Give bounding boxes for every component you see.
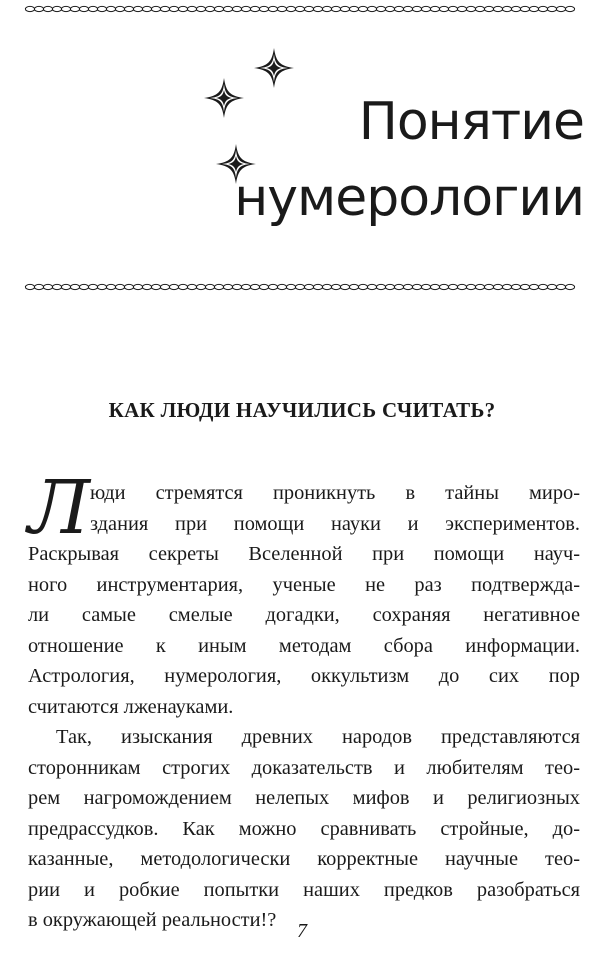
ornament-link [295,284,304,289]
ornament-link [43,284,52,289]
text-line: Так, изыскания древних народов представляются [56,726,580,748]
ornament-link [502,6,511,11]
ornament-link [565,6,574,11]
ornament-link [124,284,133,289]
ornament-link [277,6,286,11]
ornament-link [502,284,511,289]
ornament-link [430,6,439,11]
ornament-link [151,6,160,11]
ornament-link [493,284,502,289]
text-line: считаются лженауками. [28,695,234,718]
ornament-link [232,284,241,289]
ornament-link [250,284,259,289]
ornament-link [133,6,142,11]
ornament-link [484,284,493,289]
ornament-link [232,6,241,11]
text-line: ли самые смелые догадки, сохраняя негативное [28,604,580,626]
ornament-link [61,6,70,11]
ornament-link [403,284,412,289]
ornament-link [538,6,547,11]
ornament-link [385,284,394,289]
ornament-link [322,284,331,289]
ornament-link [304,284,313,289]
ornament-link [178,284,187,289]
text-line: юди стремятся проникнуть в тайны миро- [90,482,580,504]
ornament-link [169,6,178,11]
ornament-link [43,6,52,11]
ornament-link [205,284,214,289]
ornament-link [331,6,340,11]
ornament-link [304,6,313,11]
ornament-link [79,284,88,289]
ornament-link [295,6,304,11]
ornament-link [457,6,466,11]
ornament-link [385,6,394,11]
ornament-link [538,284,547,289]
ornament-link [412,284,421,289]
ornament-link [286,284,295,289]
ornament-link [160,284,169,289]
ornament-link [268,6,277,11]
ornament-link [547,284,556,289]
ornament-link [241,6,250,11]
ornament-link [376,6,385,11]
ornament-link [61,284,70,289]
text-line: отношение к иным методам сбора информации. [28,634,580,657]
ornament-link [439,6,448,11]
text-line: здания при помощи науки и экспериментов. [90,512,580,535]
ornament-link [394,6,403,11]
ornament-link [394,284,403,289]
ornament-link [115,6,124,11]
ornament-link [376,284,385,289]
middle-ornament-border [24,282,580,292]
ornament-link [358,6,367,11]
ornament-link [430,284,439,289]
ornament-link [97,284,106,289]
ornament-link [106,6,115,11]
ornament-link [187,6,196,11]
text-line: сторонникам строгих доказательств и любителям тео- [28,756,580,779]
text-line: Раскрывая секреты Вселенной при помощи науч- [28,543,580,565]
body-text [28,465,580,936]
ornament-link [97,6,106,11]
ornament-link [493,6,502,11]
ornament-link [358,284,367,289]
chapter-title-line2: нумерологии [234,168,584,228]
ornament-link [277,284,286,289]
ornament-link [196,6,205,11]
ornament-link [52,284,61,289]
ornament-link [511,6,520,11]
ornament-link [223,284,232,289]
page-number: 7 [297,920,307,942]
ornament-link [52,6,61,11]
ornament-link [187,284,196,289]
ornament-link [214,6,223,11]
ornament-link [340,6,349,11]
ornament-link [556,284,565,289]
drop-cap: Л [28,465,90,551]
ornament-link [124,6,133,11]
ornament-link [223,6,232,11]
ornament-link [457,284,466,289]
text-line: ного инструментария, ученые не раз подтвержда- [28,573,580,596]
ornament-link [529,6,538,11]
ornament-link [520,6,529,11]
ornament-link [421,284,430,289]
chapter-title-line1: Понятие [358,92,584,152]
text-line: Астрология, нумерология, оккультизм до сих пор [28,665,580,687]
ornament-link [349,6,358,11]
ornament-link [142,6,151,11]
ornament-link [268,284,277,289]
ornament-link [421,6,430,11]
ornament-link [286,6,295,11]
ornament-link [313,284,322,289]
ornament-link [367,284,376,289]
ornament-link [205,6,214,11]
ornament-link [34,284,43,289]
ornament-link [520,284,529,289]
ornament-link [547,6,556,11]
ornament-link [475,284,484,289]
text-line: рем нагромождением нелепых мифов и религиозных [28,787,580,809]
ornament-link [349,284,358,289]
ornament-link [403,6,412,11]
ornament-link [169,284,178,289]
ornament-link [484,6,493,11]
ornament-link [556,6,565,11]
text-line: казанные, методологически корректные научные тео- [28,848,580,870]
ornament-link [70,284,79,289]
ornament-link [448,6,457,11]
ornament-link [529,284,538,289]
text-line: предрассудков. Как можно сравнивать стройные, до- [28,817,580,840]
ornament-link [79,6,88,11]
section-heading: КАК ЛЮДИ НАУЧИЛИСЬ СЧИТАТЬ? [108,398,496,422]
ornament-link [142,284,151,289]
ornament-link [250,6,259,11]
ornament-link [115,284,124,289]
ornament-link [25,284,34,289]
ornament-link [475,6,484,11]
ornament-link [160,6,169,11]
ornament-link [25,6,34,11]
ornament-link [70,6,79,11]
ornament-link [88,284,97,289]
ornament-link [367,6,376,11]
top-ornament-border [24,4,580,14]
ornament-link [448,284,457,289]
ornament-link [466,284,475,289]
ornament-link [106,284,115,289]
chapter-title [234,84,584,236]
ornament-link [313,6,322,11]
text-line: в окружающей реальности!? [28,909,277,931]
ornament-link [241,284,250,289]
ornament-link [34,6,43,11]
ornament-link [511,284,520,289]
ornament-link [565,284,574,289]
ornament-link [178,6,187,11]
ornament-link [340,284,349,289]
ornament-link [439,284,448,289]
ornament-link [151,284,160,289]
ornament-link [331,284,340,289]
ornament-link [196,284,205,289]
ornament-link [133,284,142,289]
ornament-link [88,6,97,11]
ornament-link [259,6,268,11]
ornament-link [322,6,331,11]
ornament-link [214,284,223,289]
ornament-link [466,6,475,11]
text-line: рии и робкие попытки наших предков разобраться [28,878,580,901]
ornament-link [259,284,268,289]
ornament-link [412,6,421,11]
